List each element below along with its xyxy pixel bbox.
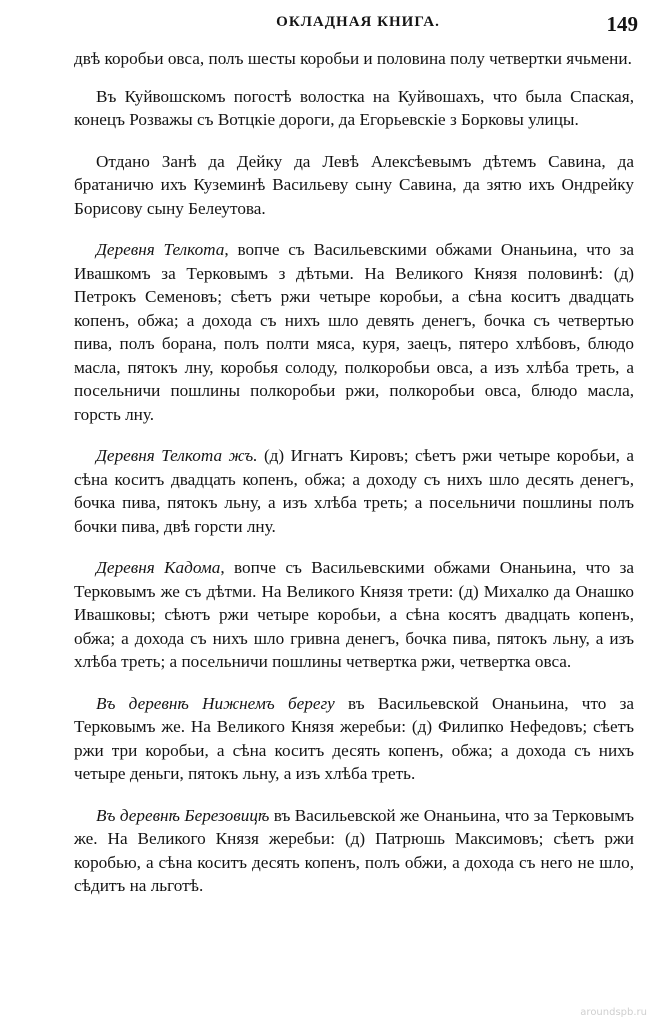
paragraph-nizhny-bereg [74, 692, 634, 786]
paragraph-text: въ Васильевской же Онаньина, что за Терковымъ же. На Великого Князя жеребьи: (д) Патрюшь Максимовъ; сѣетъ ржи коробью, а сѣна коситъ десять копенъ, полъ обжи, а дохода съ него не шло, сѣдитъ на льготѣ. [74, 805, 634, 895]
paragraph-text: (д) Игнатъ Кировъ; сѣетъ ржи четыре коробьи, а сѣна коситъ двадцать копенъ, обжа; а доходу съ нихъ шло десять денегъ, бочка пива, пятокъ льну, а изъ хлѣба треть; а посельничи пошлины полъ бочки пива, двѣ горсти лну. [74, 446, 634, 536]
paragraph-berezovitsa [74, 804, 634, 898]
village-name: Деревня Телкота жъ. [96, 446, 258, 465]
paragraph-text: Отдано Занѣ да Дейку да Левѣ Алексѣевымъ дѣтемъ Савина, да братаничю ихъ Куземинѣ Васильеву сыну Савина, да зятю ихъ Ондрейку Борисову сыну Белеутова. [74, 151, 634, 218]
paragraph-text: въ Васильевской Онаньина, что за Терковымъ же. На Великого Князя жеребьи: (д) Филипко Нефедовъ; сѣетъ ржи три коробьи, а сѣна коситъ десять копенъ, обжа; а дохода съ нихъ четыре деньги, пятокъ льну, а изъ хлѣба треть. [74, 693, 634, 783]
page-header [78, 12, 638, 38]
page-body [74, 47, 634, 916]
paragraph-kuivoshi [74, 85, 634, 132]
paragraph-kadoma [74, 556, 634, 674]
page-number: 149 [606, 12, 638, 36]
paragraph-text: двѣ коробьи овса, полъ шесты коробьи и половина полу четвертки ячьмени. [74, 49, 632, 68]
watermark: aroundspb.ru [580, 1007, 647, 1018]
running-title: ОКЛАДНАЯ КНИГА. [276, 14, 440, 30]
village-name: Деревня Телкота [96, 240, 225, 259]
paragraph-text: , вопче съ Васильевскими обжами Онаньина, что за Ивашкомъ за Терковымъ з дѣтьми. На Великого Князя половинѣ: (д) Петрокъ Семеновъ; сѣетъ ржи четыре коробьи, а сѣна коситъ двадцать копенъ, обжа; а дохода съ нихъ шло девять денегъ, бочка съ четвертью пива, полъ борана, полъ полти мяса, куря, заецъ, пятеро хлѣбовъ, блюдо масла, пятокъ лну, коробья солоду, полкоробьи овса, а изъ хлѣба треть, а посельничи пошлины полкоробьи ржи, полкоробьи овса, блюдо масла, горсть лну. [74, 240, 634, 424]
paragraph-text: Въ Куйвошскомъ погостѣ волостка на Куйвошахъ, что была Спаская, конецъ Розважы съ Вотцкіе дороги, да Егорьевскіе з Борковы улицы. [74, 86, 634, 129]
village-name: Въ деревнѣ Березовицѣ [96, 805, 270, 825]
paragraph-continuation [74, 47, 634, 71]
paragraph-telkota [74, 238, 634, 426]
paragraph-telkota-2 [74, 444, 634, 538]
paragraph-text: , вопче съ Васильевскими обжами Онаньина, что за Терковымъ же съ дѣтми. На Великого Князя трети: (д) Михалко да Онашко Ивашковы; сѣютъ ржи четыре коробьи, а сѣна косятъ двадцать копенъ, обжа; а дохода съ нихъ шло гривна денегъ, бочка пива, пятокъ льну, а изъ хлѣба треть; а посельничи пошлины четвертка ржи, четвертка овса. [74, 558, 634, 671]
paragraph-grant [74, 150, 634, 221]
village-name: Въ деревнѣ Нижнемъ берегу [96, 693, 335, 713]
village-name: Деревня Кадома [96, 558, 221, 577]
